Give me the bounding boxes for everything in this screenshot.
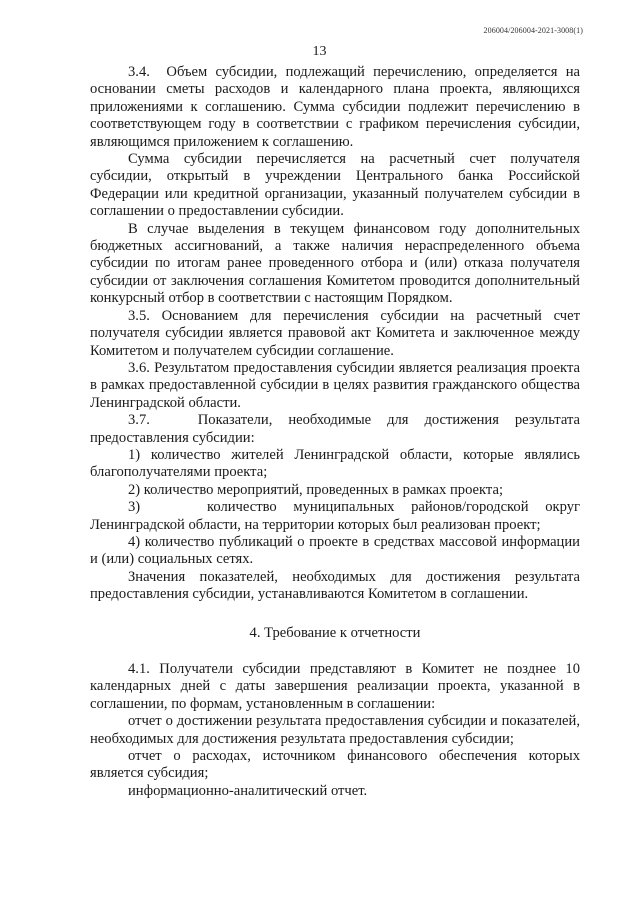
paragraph-indicator-values: Значения показателей, необходимых для достижения результата предоставления субсидии, устанавливаются Комитетом в соглашении. bbox=[90, 568, 580, 603]
report-item-results: отчет о достижении результата предоставления субсидии и показателей, необходимых для достижения результата предоставления субсидии; bbox=[90, 713, 580, 747]
page-number: 13 bbox=[312, 44, 327, 59]
document-code: 206004/206004-2021-3008(1) bbox=[483, 26, 583, 35]
paragraph-4-1: 4.1. Получатели субсидии представляют в Комитет не позднее 10 календарных дней с даты завершения реализации проекта, указанной в соглашении, по формам, установленным в соглашении: bbox=[90, 661, 580, 712]
paragraph-3-6: 3.6. Результатом предоставления субсидии является реализация проекта в рамках предоставленной субсидии в целях развития гражданского общества Ленинградской области. bbox=[90, 359, 580, 411]
document-body bbox=[90, 64, 580, 800]
paragraph-3-7: 3.7. Показатели, необходимые для достижения результата предоставления субсидии: bbox=[90, 412, 580, 446]
report-item-expenses: отчет о расходах, источником финансового обеспечения которых является субсидия; bbox=[90, 748, 580, 782]
paragraph-3-4: 3.4. Объем субсидии, подлежащий перечислению, определяется на основании сметы расходов и календарного плана проекта, являющихся приложениями к соглашению. Сумма субсидии подлежит перечислению в соответствующем году в соответствии с графиком перечисления субсидии, являющимся приложением к соглашению. bbox=[90, 64, 580, 150]
paragraph-additional-selection: В случае выделения в текущем финансовом году дополнительных бюджетных ассигнований, а также наличия нераспределенного объема субсидии по итогам ранее проведенного отбора и (или) отказа получателя субсидии от заключения соглашения Комитетом проводится дополнительный конкурсный отбор в соответствии с настоящим Порядком. bbox=[90, 220, 580, 307]
indicator-item-3: 3) количество муниципальных районов/городской округ Ленинградской области, на территории которых был реализован проект; bbox=[90, 499, 580, 533]
indicator-item-1: 1) количество жителей Ленинградской области, которые являлись благополучателями проекта; bbox=[90, 446, 580, 481]
indicator-item-2: 2) количество мероприятий, проведенных в рамках проекта; bbox=[128, 481, 504, 498]
section-heading-reporting: 4. Требование к отчетности bbox=[249, 624, 421, 641]
indicator-item-4: 4) количество публикаций о проекте в средствах массовой информации и (или) социальных сетях. bbox=[90, 533, 580, 568]
paragraph-3-5: 3.5. Основанием для перечисления субсидии на расчетный счет получателя субсидии является правовой акт Комитета и заключенное между Комитетом и получателем субсидии соглашение. bbox=[90, 307, 580, 359]
paragraph-transfer-account: Сумма субсидии перечисляется на расчетный счет получателя субсидии, открытый в учреждении Центрального банка Российской Федерации или кредитной организации, указанный получателем субсидии в соглашении о предоставлении субсидии. bbox=[90, 151, 580, 220]
report-item-analytical: информационно-аналитический отчет. bbox=[128, 782, 368, 799]
